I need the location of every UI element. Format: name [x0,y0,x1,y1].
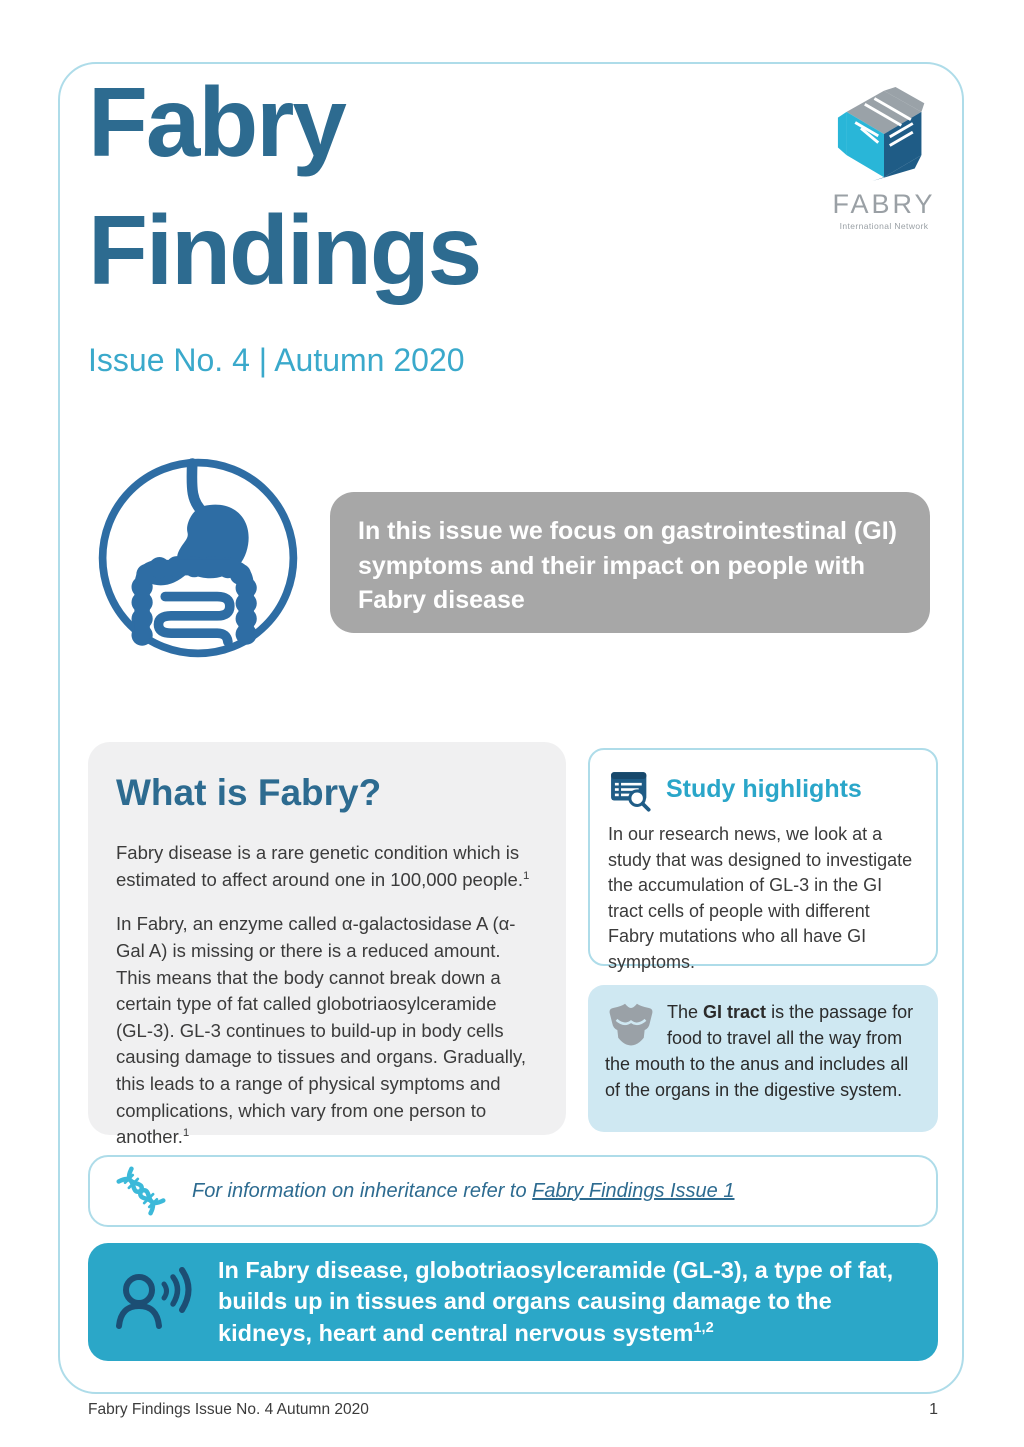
what-is-fabry-paragraph-2: In Fabry, an enzyme called α-galactosidase A (α-Gal A) is missing or there is a reduced amount. This means that the body cannot break down a certain type of fat called globotriaosylceramide (GL-3). GL-3 continues to build-up in body cells causing damage to tissues and organs. Gradually, this leads to a range of physical symptoms and complications, which vary from one person to another.$^1$ [116,913,526,1148]
title-line-2: Findings [88,195,481,305]
footnote-ref: 1 [522,869,530,882]
inheritance-note-text: For information on inheritance refer to Fabry Findings Issue 1 [192,1179,735,1202]
inheritance-note-bar [88,1155,938,1227]
document-magnifier-icon [608,766,654,812]
study-highlights-panel [588,748,938,972]
gi-tract-lead: The [667,1002,704,1022]
title-line-1: Fabry [88,67,345,177]
gi-tract-term: GI tract [703,1002,767,1022]
person-speaking-icon [110,1260,196,1344]
newsletter-title [88,58,480,314]
key-fact-banner [88,1243,938,1361]
page-footer [88,1401,938,1419]
fabry-international-network-logo [826,86,942,231]
issue-line: Issue No. 4 | Autumn 2020 [88,342,465,378]
what-is-fabry-panel [88,742,566,1148]
what-is-fabry-heading: What is Fabry? [116,772,382,813]
page-number: 1 [929,1401,938,1418]
issue-intro-text: In this issue we focus on gastrointestinal (GI) symptoms and their impact on people with Fabry disease [358,517,897,614]
footnote-ref: 1,2 [693,1319,714,1336]
issue-intro-box [330,492,930,633]
logo-hands-cube-icon [836,86,932,182]
key-fact-text: In Fabry disease, globotriaosylceramide (GL-3), a type of fat, builds up in tissues and organs causing damage to the kidneys, heart and central nervous system$^{1,2}$ [218,1256,894,1346]
study-highlights-body: In our research news, we look at a study that was designed to investigate the accumulation of GL-3 in the GI tract cells of people with different Fabry mutations who all have GI symptoms. [608,824,913,972]
dna-icon [114,1163,168,1219]
logo-tagline: International Network [839,221,929,231]
logo-wordmark: FABRY [832,189,936,219]
study-highlights-heading: Study highlights [666,774,862,803]
what-is-fabry-paragraph-1: Fabry disease is a rare genetic condition which is estimated to affect around one in 100,000 people.$^1$ [116,842,530,890]
gi-tract-rest: is the passage for food to travel all the way from the mouth to the anus and includes all of the organs in the digestive system. [605,1002,914,1100]
torso-icon [605,1002,657,1048]
footer-issue-text: Fabry Findings Issue No. 4 Autumn 2020 [88,1401,369,1418]
gi-tract-definition-box [588,985,938,1132]
gi-organs-icon [92,452,304,664]
fabry-findings-issue-1-link[interactable]: Fabry Findings Issue 1 [532,1179,735,1202]
footnote-ref: 1 [182,1127,190,1140]
